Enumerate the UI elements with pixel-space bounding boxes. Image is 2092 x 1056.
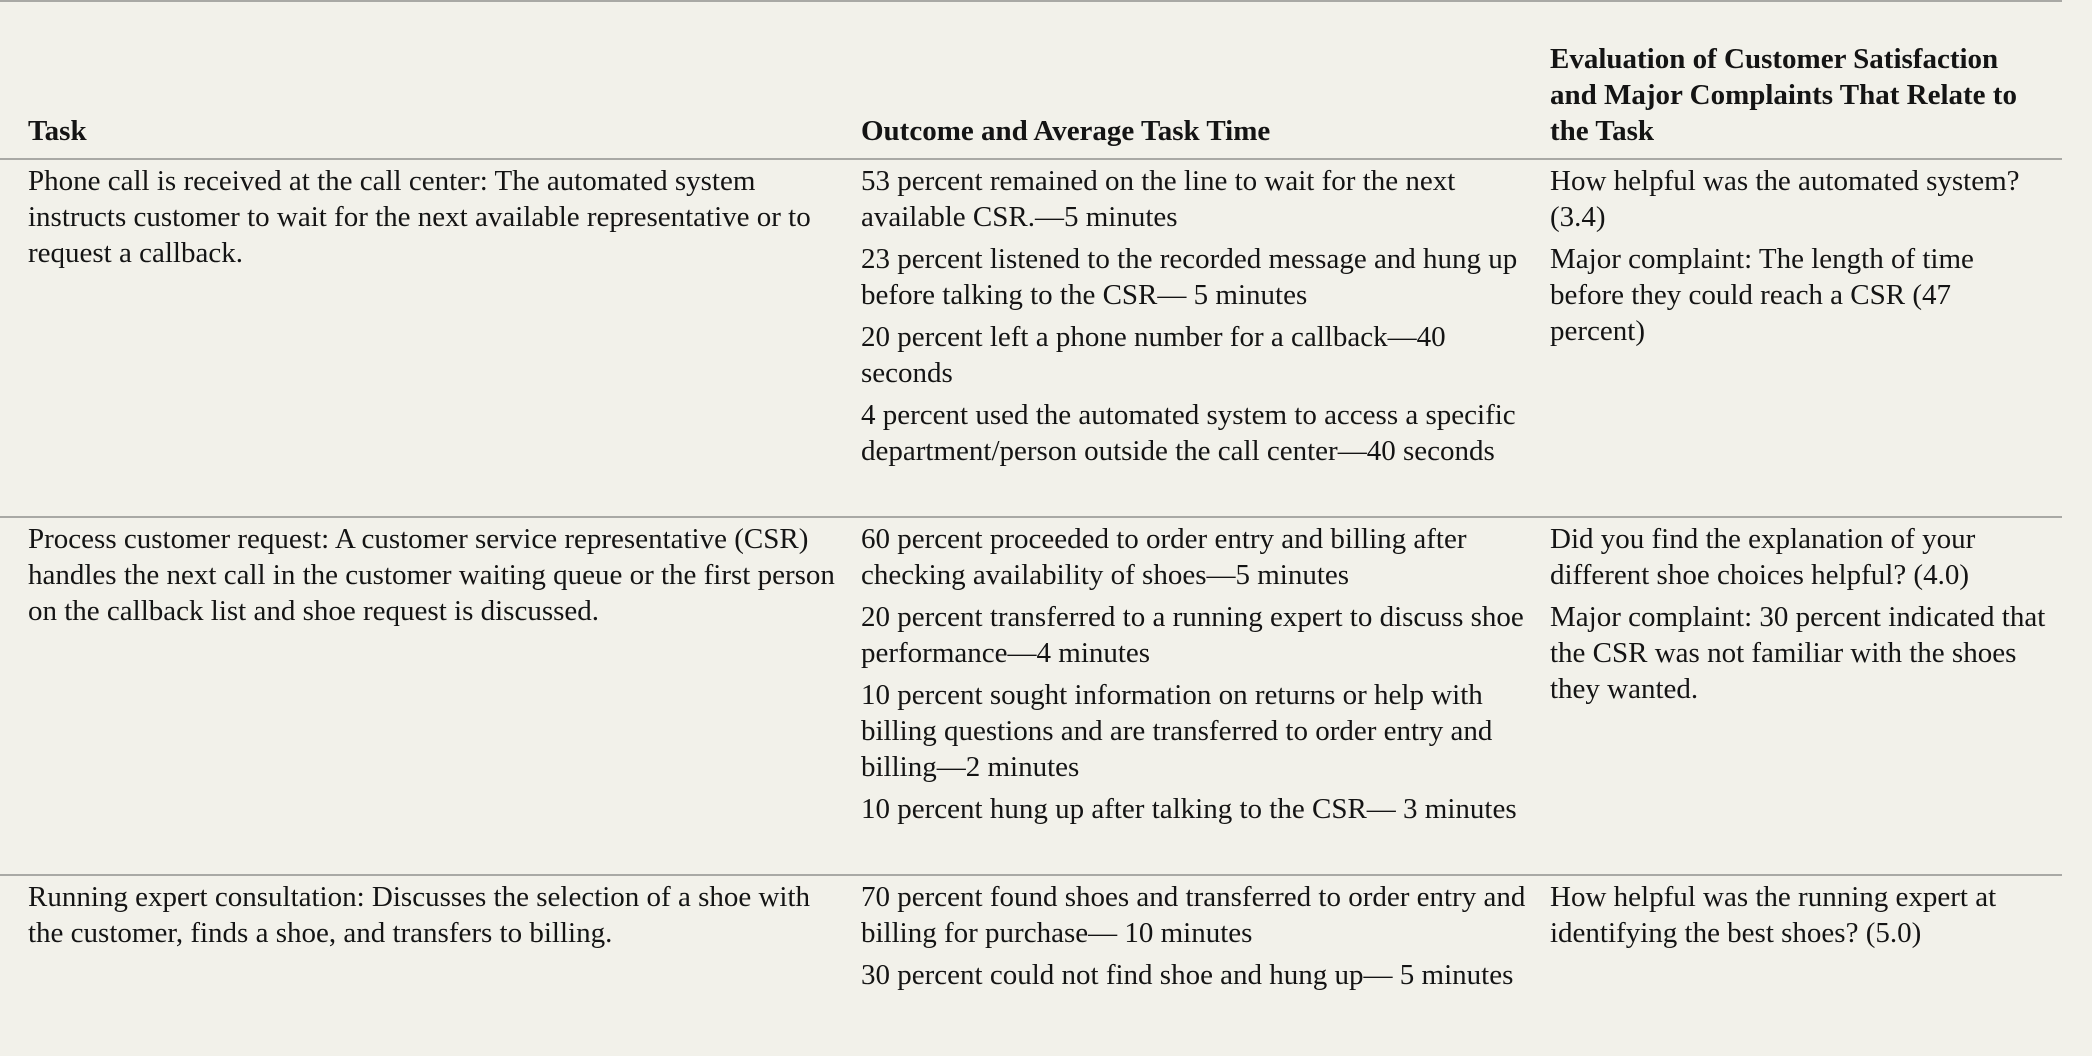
outcome-item: 10 percent sought information on returns or help with billing questions and are transferred to order entry and billing—2 minutes (861, 679, 1493, 783)
evaluation-item: How helpful was the running expert at identifying the best shoes? (5.0) (1550, 881, 1997, 949)
evaluation-item: Major complaint: 30 percent indicated that the CSR was not familiar with the shoes they wanted. (1550, 601, 2046, 705)
evaluation-cell (1550, 518, 2062, 874)
table-header-row (0, 2, 2062, 160)
outcome-item: 4 percent used the automated system to access a specific department/person outside the call center—40 seconds (861, 399, 1516, 467)
header-task: Task (28, 115, 87, 147)
header-outcome: Outcome and Average Task Time (861, 115, 1271, 147)
outcome-item: 30 percent could not find shoe and hung up— 5 minutes (861, 959, 1514, 991)
evaluation-cell (1550, 160, 2062, 516)
outcome-item: 23 percent listened to the recorded message and hung up before talking to the CSR— 5 minutes (861, 243, 1518, 311)
outcome-cell (861, 518, 1550, 874)
evaluation-cell (1550, 876, 2062, 1056)
header-evaluation: Evaluation of Customer Satisfaction and Major Complaints That Relate to the Task (1550, 43, 2017, 147)
outcome-item: 20 percent left a phone number for a callback—40 seconds (861, 321, 1446, 389)
evaluation-item: How helpful was the automated system? (3.4) (1550, 165, 2020, 233)
task-cell: Process customer request: A customer service representative (CSR) handles the next call in the customer waiting queue or the first person on the callback list and shoe request is discussed. (28, 523, 835, 627)
outcome-item: 10 percent hung up after talking to the CSR— 3 minutes (861, 793, 1517, 825)
task-cell: Running expert consultation: Discusses the selection of a shoe with the customer, finds a shoe, and transfers to billing. (28, 881, 811, 949)
outcome-cell (861, 160, 1550, 516)
outcome-cell (861, 876, 1550, 1056)
table-row (0, 876, 2062, 1056)
evaluation-item: Did you find the explanation of your different shoe choices helpful? (4.0) (1550, 523, 1976, 591)
outcome-item: 60 percent proceeded to order entry and billing after checking availability of shoes—5 minutes (861, 523, 1467, 591)
table-row (0, 160, 2062, 518)
table-row (0, 518, 2062, 876)
outcome-item: 53 percent remained on the line to wait for the next available CSR.—5 minutes (861, 165, 1456, 233)
evaluation-item: Major complaint: The length of time before they could reach a CSR (47 percent) (1550, 243, 1974, 347)
outcome-item: 20 percent transferred to a running expert to discuss shoe performance—4 minutes (861, 601, 1524, 669)
task-cell: Phone call is received at the call center: The automated system instructs customer to wait for the next available representative or to request a callback. (28, 165, 811, 269)
outcome-item: 70 percent found shoes and transferred to order entry and billing for purchase— 10 minutes (861, 881, 1526, 949)
